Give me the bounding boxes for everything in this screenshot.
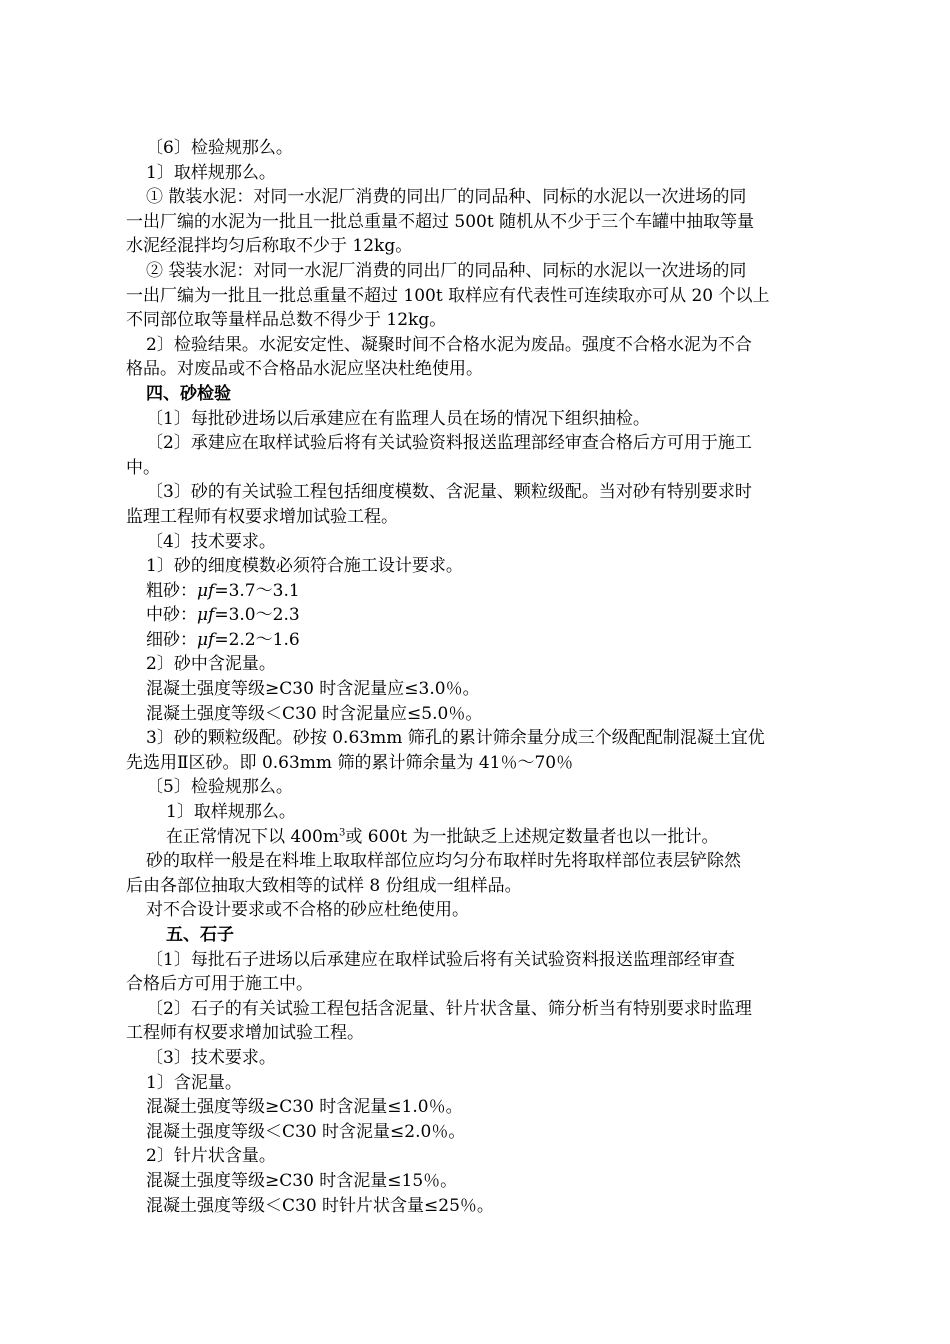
paragraph-line: 〔6〕检验规那么。	[146, 138, 293, 158]
paragraph-line: 〔4〕技术要求。	[146, 531, 276, 552]
paragraph-line: 混凝土强度等级≥C30 时含泥量≤15％。	[146, 1170, 458, 1191]
document-body	[126, 136, 832, 1218]
paragraph-line: 1〕砂的细度模数必须符合施工设计要求。	[146, 556, 463, 577]
sampling-quantity-line	[126, 825, 832, 850]
paragraph-line: 〔2〕石子的有关试验工程包括含泥量、针片状含量、筛分析当有特别要求时监理	[146, 998, 752, 1019]
paragraph-line: 格品。对废品或不合格品水泥应坚决杜绝使用。	[126, 359, 483, 380]
text-segment: 或 600t 为一批缺乏上述规定数量者也以一批计。	[345, 826, 719, 847]
paragraph-line: 〔5〕检验规那么。	[146, 777, 293, 798]
paragraph-line: 〔2〕承建应在取样试验后将有关试验资料报送监理部经审查合格后方可用于施工	[146, 433, 752, 454]
paragraph-line: 1〕含泥量。	[146, 1072, 242, 1093]
paragraph-line: 砂的取样一般是在料堆上取取样部位应均匀分布取样时先将取样部位表层铲除然	[146, 851, 741, 872]
paragraph-line: ① 散装水泥：对同一水泥厂消费的同出厂的同品种、同标的水泥以一次进场的同	[146, 187, 747, 208]
fineness-label: 中砂：	[146, 605, 197, 626]
paragraph-line: 3〕砂的颗粒级配。砂按 0.63mm 筛孔的累计筛余量分成三个级配配制混凝土宜优	[146, 728, 765, 749]
paragraph-line: 1〕取样规那么。	[166, 802, 296, 823]
paragraph-line: 对不合设计要求或不合格的砂应杜绝使用。	[146, 900, 469, 921]
paragraph-line: 混凝土强度等级≥C30 时含泥量≤1.0％。	[146, 1097, 463, 1118]
paragraph-line: 先选用Ⅱ区砂。即 0.63mm 筛的累计筛余量为 41％～70％	[126, 752, 574, 773]
paragraph-line: 2〕针片状含量。	[146, 1146, 276, 1167]
paragraph-line: 水泥经混拌均匀后称取不少于 12kg。	[126, 236, 413, 257]
text-segment: 在正常情况下以 400m	[166, 826, 339, 847]
mu-f-symbol: μf	[197, 605, 215, 626]
paragraph-line: 〔1〕每批砂进场以后承建应在有监理人员在场的情况下组织抽检。	[146, 408, 650, 429]
mu-f-symbol: μf	[197, 580, 215, 601]
paragraph-line: 〔1〕每批石子进场以后承建应在取样试验后将有关试验资料报送监理部经审查	[146, 949, 735, 970]
mu-f-symbol: μf	[197, 629, 215, 650]
paragraph-line: ② 袋装水泥：对同一水泥厂消费的同出厂的同品种、同标的水泥以一次进场的同	[146, 260, 747, 281]
paragraph-line: 合格后方可用于施工中。	[126, 974, 313, 995]
fineness-label: 细砂：	[146, 629, 197, 650]
fineness-coarse	[126, 579, 832, 604]
paragraph-line: 一出厂编为一批且一批总重量不超过 100t 取样应有代表性可连续取亦可从 20 个以上	[126, 285, 770, 306]
fineness-range: =3.7～3.1	[214, 580, 300, 601]
fineness-medium	[126, 603, 832, 628]
paragraph-line: 混凝土强度等级＜C30 时针片状含量≤25％。	[146, 1195, 494, 1216]
paragraph-line: 工程师有权要求增加试验工程。	[126, 1023, 364, 1044]
fineness-fine	[126, 628, 832, 653]
fineness-range: =2.2～1.6	[214, 629, 300, 650]
paragraph-line: 后由各部位抽取大致相等的试样 8 份组成一组样品。	[126, 875, 522, 896]
paragraph-line: 中。	[126, 457, 160, 478]
paragraph-line: 1〕取样规那么。	[146, 162, 276, 183]
paragraph-line: 混凝土强度等级≥C30 时含泥量应≤3.0％。	[146, 679, 480, 700]
fineness-label: 粗砂：	[146, 580, 197, 601]
paragraph-line: 监理工程师有权要求增加试验工程。	[126, 506, 398, 527]
section-heading-sand: 四、砂检验	[146, 383, 231, 404]
paragraph-line: 〔3〕砂的有关试验工程包括细度模数、含泥量、颗粒级配。当对砂有特别要求时	[146, 482, 752, 503]
paragraph-line: 2〕砂中含泥量。	[146, 654, 276, 675]
paragraph-line: 混凝土强度等级＜C30 时含泥量应≤5.0％。	[146, 703, 483, 724]
paragraph-line: 2〕检验结果。水泥安定性、凝聚时间不合格水泥为废品。强度不合格水泥为不合	[146, 334, 752, 355]
section-heading-stone: 五、石子	[166, 925, 234, 945]
paragraph-line: 不同部位取等量样品总数不得少于 12kg。	[126, 310, 447, 331]
fineness-range: =3.0～2.3	[214, 605, 300, 626]
paragraph-line: 一出厂编的水泥为一批且一批总重量不超过 500t 随机从不少于三个车罐中抽取等量	[126, 211, 755, 232]
paragraph-line: 混凝土强度等级＜C30 时含泥量≤2.0％。	[146, 1121, 466, 1142]
superscript: 3	[338, 826, 346, 838]
paragraph-line: 〔3〕技术要求。	[146, 1047, 276, 1068]
